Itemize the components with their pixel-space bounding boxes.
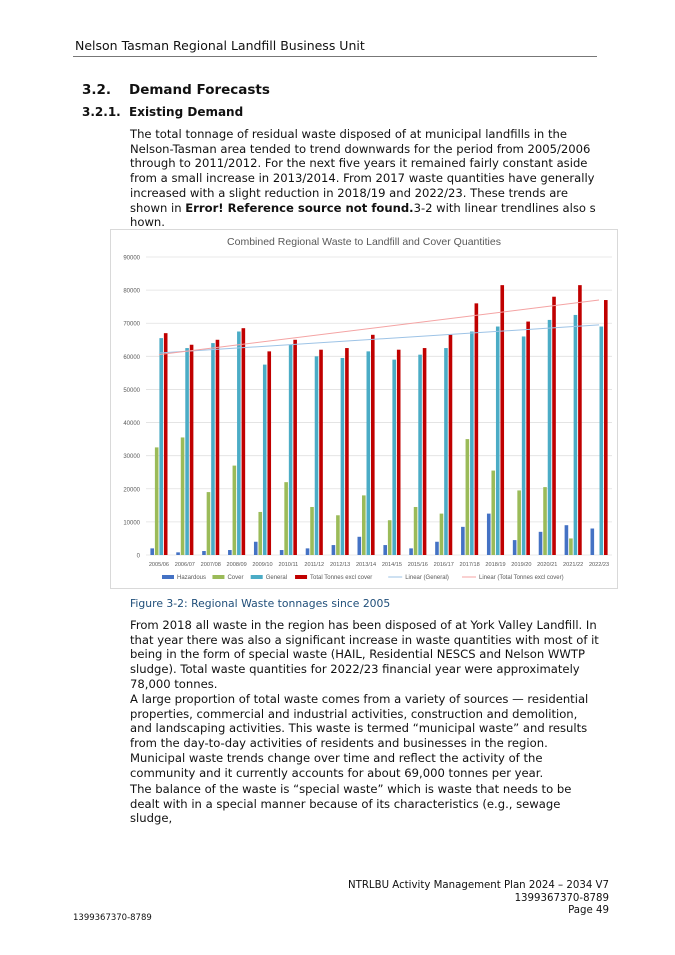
x-tick-label: 2006/07: [174, 562, 195, 568]
bar-hazardous: [435, 542, 439, 555]
bar-cover: [336, 515, 340, 555]
bar-cover: [155, 447, 159, 555]
bar-total-tonnes-excl-cover: [319, 350, 323, 555]
legend-label: Cover: [227, 575, 244, 581]
bar-total-tonnes-excl-cover: [293, 340, 297, 555]
bar-total-tonnes-excl-cover: [526, 322, 530, 555]
bar-total-tonnes-excl-cover: [449, 335, 453, 555]
bar-general: [418, 355, 422, 555]
bar-hazardous: [513, 540, 517, 555]
footer-info: [348, 880, 609, 918]
x-tick-label: 2010/11: [278, 562, 299, 568]
bar-hazardous: [487, 514, 491, 555]
bar-total-tonnes-excl-cover: [475, 303, 479, 555]
x-tick-label: 2017/18: [459, 562, 480, 568]
bar-general: [548, 320, 552, 555]
legend-label: Total Tonnes excl cover: [310, 575, 373, 581]
bar-general: [522, 336, 526, 555]
bar-cover: [362, 495, 366, 555]
legend-swatch: [251, 575, 263, 579]
paragraph-text: From 2018 all waste in the region has been disposed of at York Valley Landfill. In that year there was also a significant increase in waste quantities with most of it being in the form of special waste (HAIL, Residential NESCS and Nelson WWTP sludge). Total waste quantities for 2022/23 financial year were approximately 78,000 tonnes.: [130, 618, 599, 691]
bar-hazardous: [150, 548, 154, 555]
x-tick-label: 2011/12: [304, 562, 325, 568]
y-tick-label: 0: [136, 553, 140, 560]
legend-label: Linear (Total Tonnes excl cover): [479, 575, 564, 581]
bar-cover: [543, 487, 547, 555]
bar-general: [496, 327, 500, 555]
bar-total-tonnes-excl-cover: [423, 348, 427, 555]
bar-hazardous: [176, 552, 180, 555]
bar-cover: [569, 538, 573, 555]
legend-swatch: [162, 575, 174, 579]
footer-left-id: 1399367370-8789: [73, 913, 152, 923]
x-tick-label: 2009/10: [252, 562, 273, 568]
legend-label: Hazardous: [177, 575, 207, 581]
x-tick-label: 2005/06: [148, 562, 170, 568]
bar-general: [444, 348, 448, 555]
x-tick-label: 2012/13: [330, 562, 351, 568]
y-tick-label: 60000: [123, 354, 140, 361]
legend-swatch: [212, 575, 224, 579]
bar-general: [237, 332, 241, 556]
paragraph-municipal-waste: [130, 692, 600, 780]
bar-total-tonnes-excl-cover: [397, 350, 401, 555]
bar-hazardous: [280, 550, 284, 555]
y-tick-label: 30000: [123, 454, 140, 461]
subsection-number: 3.2.1.: [82, 105, 121, 119]
paragraph-text: The total tonnage of residual waste disposed of at municipal landfills in the Nelson-Tasman area tended to trend downwards for the period from 2005/2006 through to 2011/2012. For the next five years it remained fairly constant aside from a small increase in 2013/2014. From 2017 waste quantities have generally increased with a slight reduction in 2018/19 and 2022/23. These trends are shown in: [130, 127, 595, 215]
x-tick-label: 2014/15: [381, 562, 403, 568]
bar-cover: [491, 471, 495, 555]
bar-hazardous: [461, 527, 465, 555]
bar-hazardous: [254, 542, 258, 555]
bar-general: [470, 332, 474, 556]
bar-total-tonnes-excl-cover: [604, 300, 608, 555]
bar-general: [315, 356, 319, 555]
x-tick-label: 2020/21: [537, 562, 558, 568]
bar-general: [341, 358, 345, 555]
figure-caption: Figure 3-2: Regional Waste tonnages since 2005: [130, 597, 391, 610]
bar-general: [392, 360, 396, 555]
bar-total-tonnes-excl-cover: [242, 328, 246, 555]
bar-cover: [388, 520, 392, 555]
bar-total-tonnes-excl-cover: [190, 345, 194, 555]
bar-hazardous: [565, 525, 569, 555]
bar-cover: [233, 466, 237, 555]
bar-general: [263, 365, 267, 555]
y-tick-label: 50000: [123, 387, 140, 394]
bar-cover: [414, 507, 418, 555]
section-heading: [82, 82, 270, 98]
bar-hazardous: [332, 545, 336, 555]
bar-cover: [440, 514, 444, 555]
footer-page-number: Page 49: [568, 905, 609, 916]
bar-total-tonnes-excl-cover: [345, 348, 349, 555]
waste-chart: [110, 229, 618, 589]
subsection-title: Existing Demand: [129, 105, 244, 119]
paragraph-text: A large proportion of total waste comes from a variety of sources — residential properties, commercial and industrial activities, construction and demolition, and landscaping activities. This waste is termed “municipal waste” and results from the day-to-day activities of residents and businesses in the region. Municipal waste trends change over time and reflect the activity of the community and it currently accounts for about 69,000 tonnes per year.: [130, 692, 589, 780]
x-tick-label: 2008/09: [226, 562, 247, 568]
y-tick-label: 70000: [123, 321, 140, 328]
legend-label: General: [265, 575, 288, 581]
paragraph-york-valley: [130, 618, 600, 692]
bar-cover: [517, 490, 521, 555]
y-tick-label: 40000: [123, 421, 140, 428]
section-title: Demand Forecasts: [129, 82, 270, 98]
chart-title: Combined Regional Waste to Landfill and Cover Quantities: [227, 236, 501, 248]
y-tick-label: 10000: [123, 520, 140, 527]
bar-total-tonnes-excl-cover: [267, 351, 271, 555]
legend-label: Linear (General): [405, 575, 449, 581]
bar-general: [600, 327, 604, 555]
bar-cover: [258, 512, 262, 555]
footer-doc-id: 1399367370-8789: [514, 892, 609, 904]
y-tick-label: 20000: [123, 487, 140, 494]
bar-general: [574, 315, 578, 555]
bar-total-tonnes-excl-cover: [500, 285, 504, 555]
paragraph-existing-demand: [130, 127, 600, 230]
paragraph-text-end: 3-2 with linear trendlines also s hown.: [130, 200, 596, 230]
x-tick-label: 2022/23: [588, 562, 610, 568]
bar-cover: [284, 482, 288, 555]
section-number: 3.2.: [82, 82, 112, 98]
bar-cover: [466, 439, 470, 555]
error-reference: Error! Reference source not found.: [185, 200, 414, 215]
header-divider: [73, 56, 597, 57]
x-tick-label: 2016/17: [433, 562, 454, 568]
bar-total-tonnes-excl-cover: [371, 335, 375, 555]
bar-general: [367, 351, 371, 555]
y-tick-label: 80000: [123, 288, 140, 295]
legend-swatch: [295, 575, 307, 579]
running-header: Nelson Tasman Regional Landfill Business Unit: [75, 38, 365, 53]
x-tick-label: 2007/08: [200, 562, 221, 568]
bar-general: [211, 343, 215, 555]
bar-hazardous: [383, 545, 387, 555]
bar-hazardous: [591, 529, 595, 555]
bar-total-tonnes-excl-cover: [552, 297, 556, 555]
bar-cover: [207, 492, 211, 555]
bar-hazardous: [358, 537, 362, 555]
x-tick-label: 2019/20: [511, 562, 532, 568]
bar-hazardous: [539, 532, 543, 555]
paragraph-text: The balance of the waste is “special waste” which is waste that needs to be dealt with in a special manner because of its characteristics (e.g., sewage sludge,: [130, 782, 572, 826]
x-tick-label: 2015/16: [407, 562, 428, 568]
bar-hazardous: [409, 548, 413, 555]
x-tick-label: 2018/19: [485, 562, 506, 568]
subsection-heading: [82, 105, 243, 119]
bar-general: [289, 345, 293, 555]
bar-hazardous: [306, 548, 310, 555]
bar-hazardous: [202, 551, 206, 555]
bar-general: [159, 338, 163, 555]
bar-cover: [181, 437, 185, 555]
bar-total-tonnes-excl-cover: [216, 340, 220, 555]
x-tick-label: 2021/22: [563, 562, 584, 568]
y-tick-label: 90000: [123, 255, 140, 262]
bar-cover: [310, 507, 314, 555]
bar-general: [185, 348, 189, 555]
paragraph-special-waste: [130, 782, 600, 826]
footer-plan: NTRLBU Activity Management Plan 2024 – 2034 V7: [348, 880, 609, 891]
bar-hazardous: [228, 550, 232, 555]
bar-total-tonnes-excl-cover: [164, 333, 168, 555]
x-tick-label: 2013/14: [355, 562, 377, 568]
